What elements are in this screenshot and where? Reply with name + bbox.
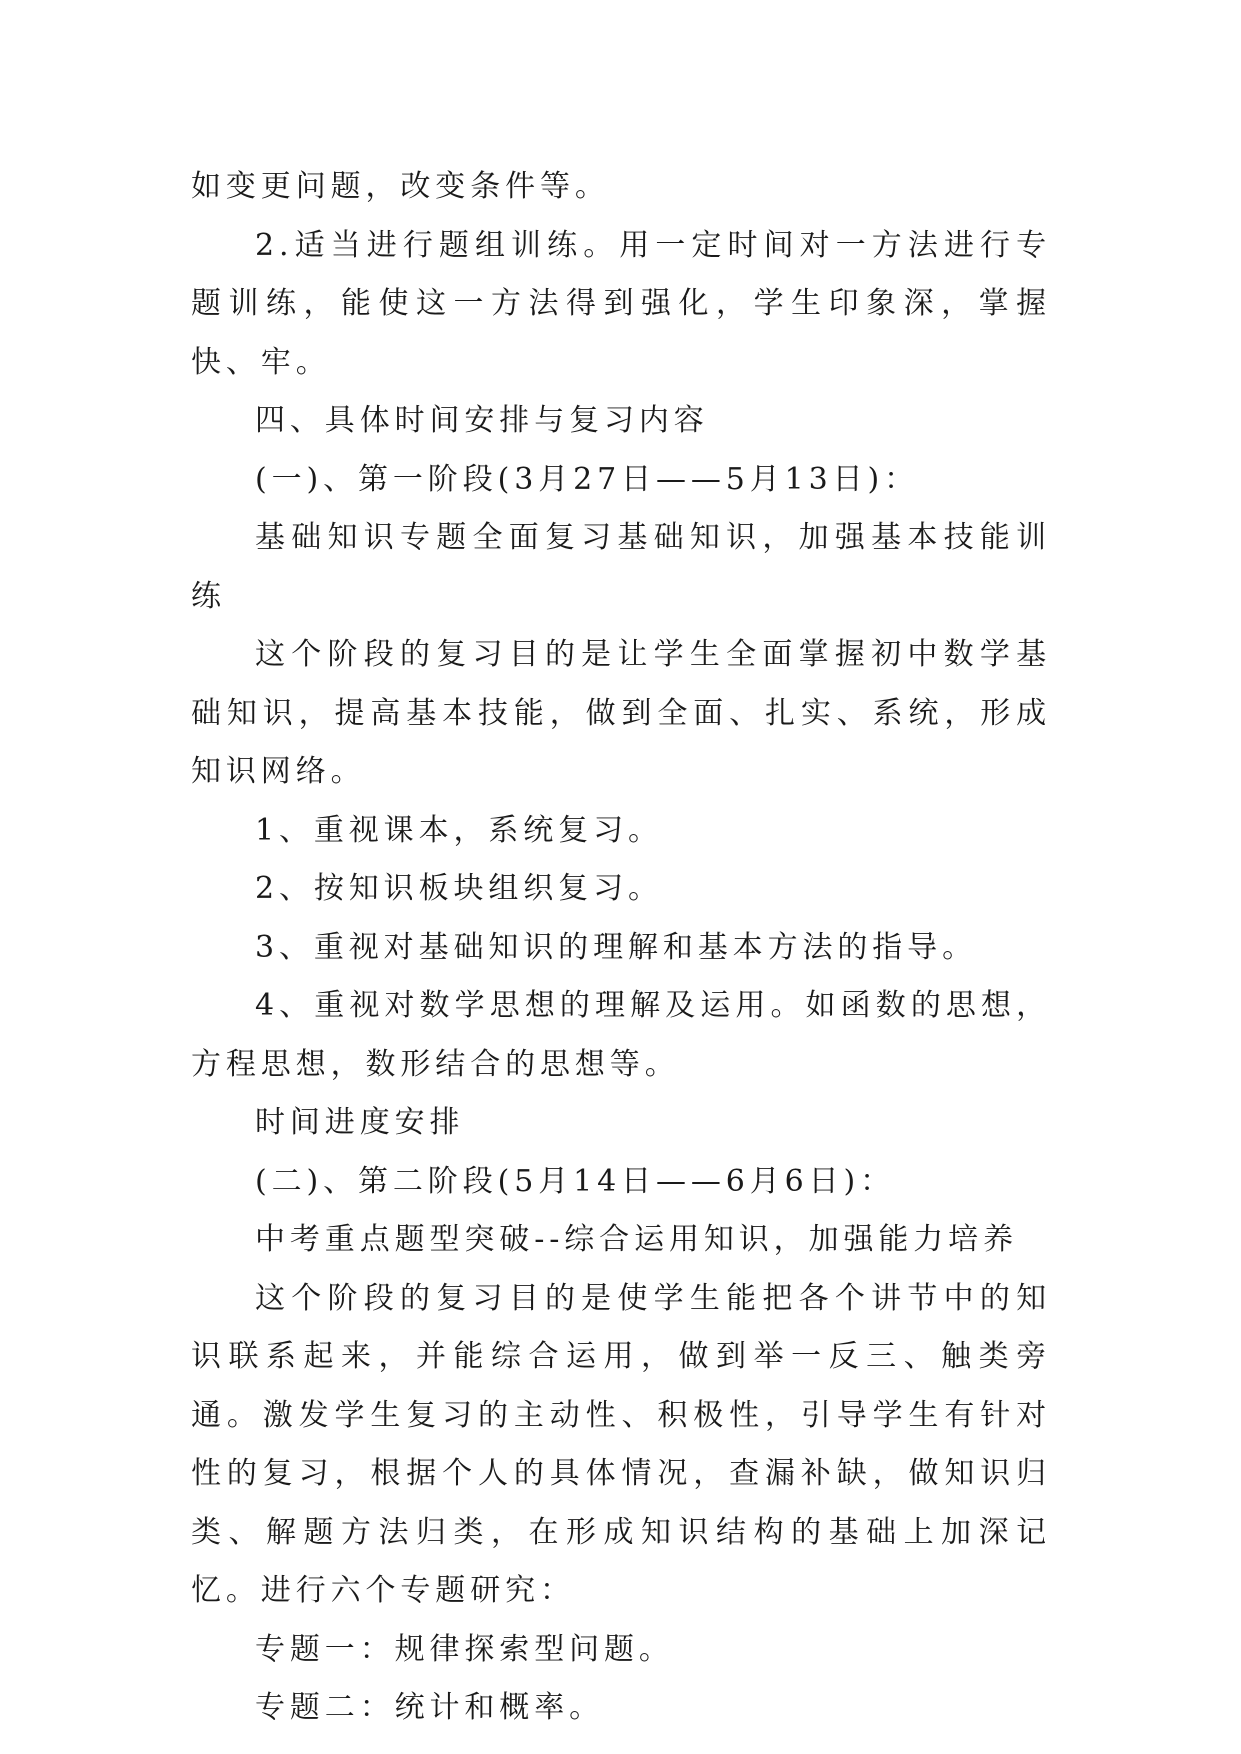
stage-subtitle: 中考重点题型突破--综合运用知识，加强能力培养 (255, 1222, 1018, 1257)
list-item: 1、重视课本，系统复习。 (255, 812, 663, 848)
paragraph: 2.适当进行题组训练。用一定时间对一方法进行专题训练，能使这一方法得到强化，学生印象深，掌握快、牢。 (191, 227, 1051, 380)
paragraph: 时间进度安排 (255, 1105, 465, 1140)
paragraph: 这个阶段的复习目的是让学生全面掌握初中数学基础知识，提高基本技能，做到全面、扎实、系统，形成知识网络。 (191, 637, 1051, 789)
stage-heading: (一)、第一阶段(3月27日——5月13日)： (255, 461, 920, 497)
list-item: 专题一：规律探索型问题。 (255, 1631, 674, 1667)
stage-subtitle: 基础知识专题全面复习基础知识，加强基本技能训练 (191, 520, 1051, 614)
list-item: 4、重视对数学思想的理解及运用。如函数的思想，方程思想，数形结合的思想等。 (191, 988, 1051, 1082)
paragraph: 这个阶段的复习目的是使学生能把各个讲节中的知识联系起来，并能综合运用，做到举一反三、触类旁通。激发学生复习的主动性、积极性，引导学生有针对性的复习，根据个人的具体情况，查漏补缺，做知识归类、解题方法归类，在形成知识结构的基础上加深记忆。进行六个专题研究： (191, 1280, 1051, 1608)
list-item: 3、重视对基础知识的理解和基本方法的指导。 (255, 929, 977, 965)
section-heading: 四、具体时间安排与复习内容 (255, 403, 709, 438)
paragraph: 如变更问题，改变条件等。 (191, 169, 610, 204)
list-item: 专题二：统计和概率。 (255, 1690, 604, 1725)
list-item: 2、按知识板块组织复习。 (255, 871, 663, 906)
stage-heading: (二)、第二阶段(5月14日——6月6日)： (255, 1163, 896, 1199)
document-body (191, 158, 1051, 1738)
